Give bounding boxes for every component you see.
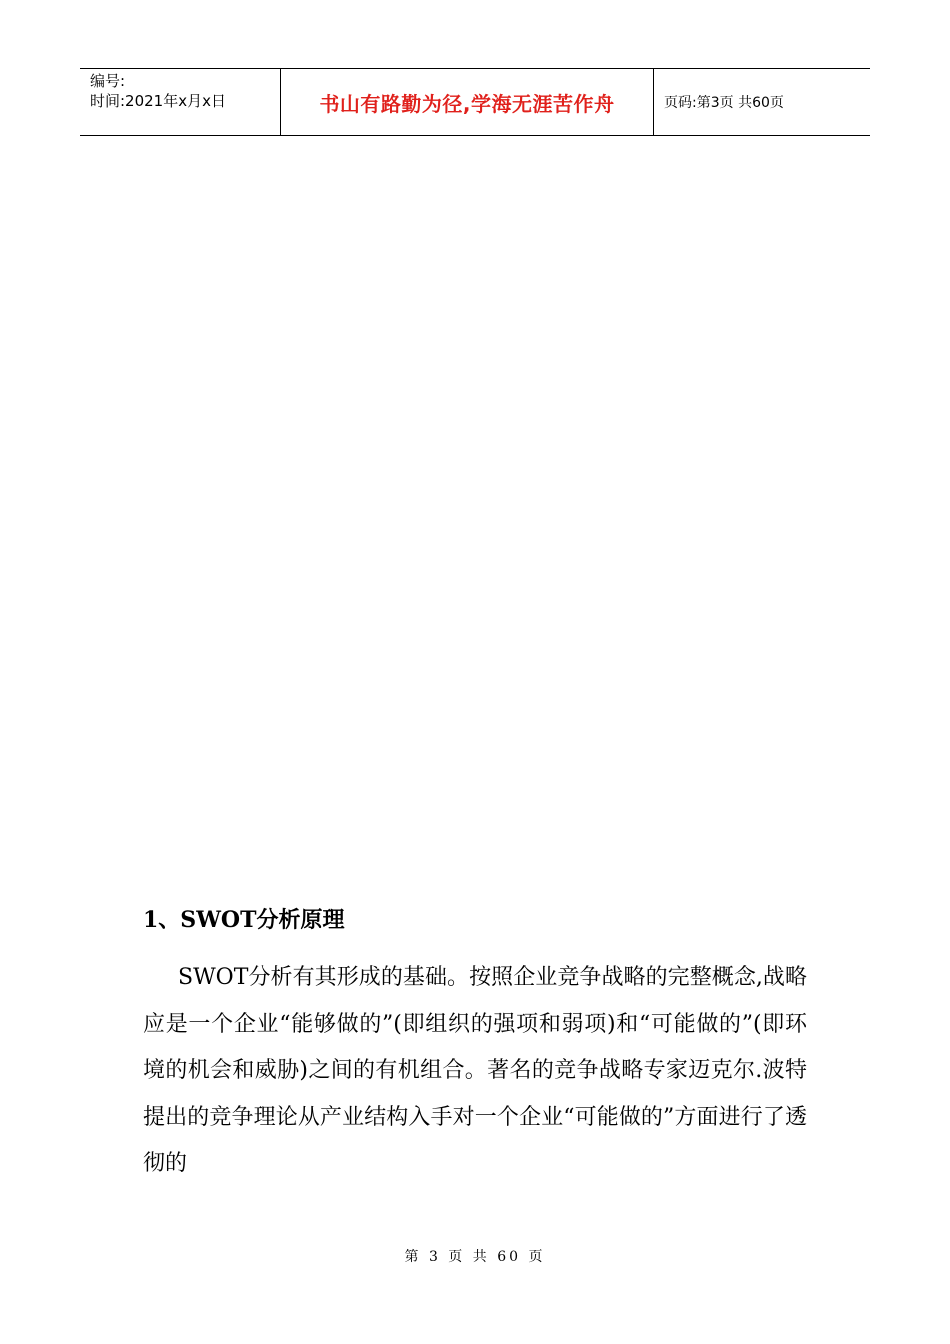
body-paragraph: SWOT分析有其形成的基础。按照企业竞争战略的完整概念,战略应是一个企业“能够做的”(即组织的强项和弱项)和“可能做的”(即环境的机会和威胁)之间的有机组合。著名的竞争战略专家迈克尔.波特提出的竞争理论从产业结构入手对一个企业“可能做的”方面进行了透彻的 — [143, 965, 807, 1176]
number-label: 编号: — [90, 72, 126, 90]
header-page-info: 页码:第3页 共60页 — [664, 95, 784, 111]
section-title: 1、SWOT分析原理 — [143, 907, 345, 933]
page-header — [80, 68, 870, 136]
time-label: 时间:2021年x月x日 — [90, 92, 226, 110]
header-meta — [80, 69, 281, 135]
page-footer: 第 3 页 共 60 页 — [404, 1249, 546, 1265]
header-motto: 书山有路勤为径,学海无涯苦作舟 — [281, 69, 654, 135]
